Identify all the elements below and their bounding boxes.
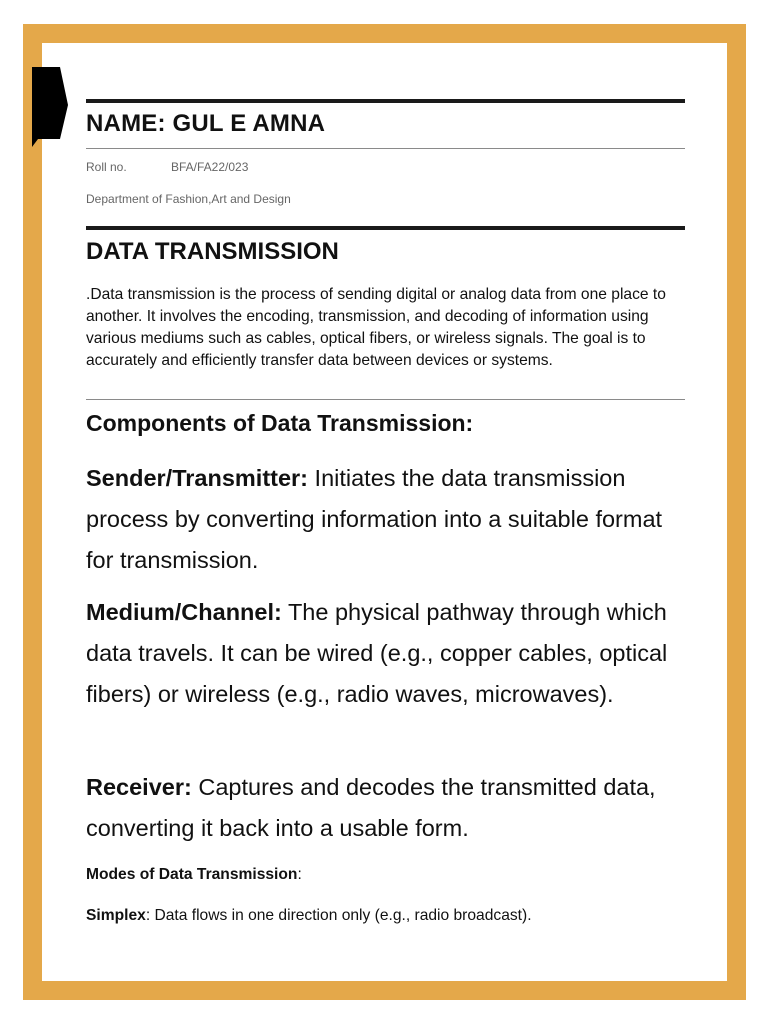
bookmark-tab-marker	[32, 67, 68, 147]
component-receiver	[86, 767, 685, 849]
component-sender	[86, 458, 685, 581]
roll-number-line	[86, 160, 685, 174]
section-divider-rule	[86, 226, 685, 230]
modes-title: Modes of Data Transmission	[86, 866, 298, 883]
intro-paragraph: .Data transmission is the process of sending digital or analog data from one place to another. It involves the encoding, transmission, and decoding of information using various mediums such as cables, optical fibers, or wireless signals. The goal is to accurately and efficiently transfer data between devices or systems.	[86, 286, 666, 369]
components-heading: Components of Data Transmission:	[86, 410, 474, 436]
roll-label: Roll no.	[86, 160, 127, 174]
section-title: DATA TRANSMISSION	[86, 238, 339, 265]
simplex-description: : Data flows in one direction only (e.g., radio broadcast).	[145, 907, 532, 924]
modes-heading	[86, 864, 685, 886]
component-term: Receiver:	[86, 774, 192, 800]
component-description: Initiates the data transmission process by converting information into a suitable format for transmission.	[86, 465, 663, 573]
name-underline-rule	[86, 148, 685, 149]
component-medium	[86, 592, 685, 715]
component-term: Sender/Transmitter:	[86, 465, 309, 491]
simplex-term: Simplex	[86, 907, 146, 924]
roll-value: BFA/FA22/023	[171, 160, 249, 174]
component-term: Medium/Channel:	[86, 599, 282, 625]
modes-title-suffix: :	[297, 866, 302, 883]
simplex-line	[86, 905, 685, 927]
component-description: Captures and decodes the transmitted data, converting it back into a usable form.	[86, 774, 656, 841]
student-name-heading: NAME: GUL E AMNA	[86, 110, 326, 137]
intro-underline-rule	[86, 399, 685, 400]
component-description: The physical pathway through which data travels. It can be wired (e.g., copper cables, optical fibers) or wireless (e.g., radio waves, microwaves).	[86, 599, 668, 707]
department-line: Department of Fashion,Art and Design	[86, 192, 291, 206]
top-rule	[86, 99, 685, 103]
